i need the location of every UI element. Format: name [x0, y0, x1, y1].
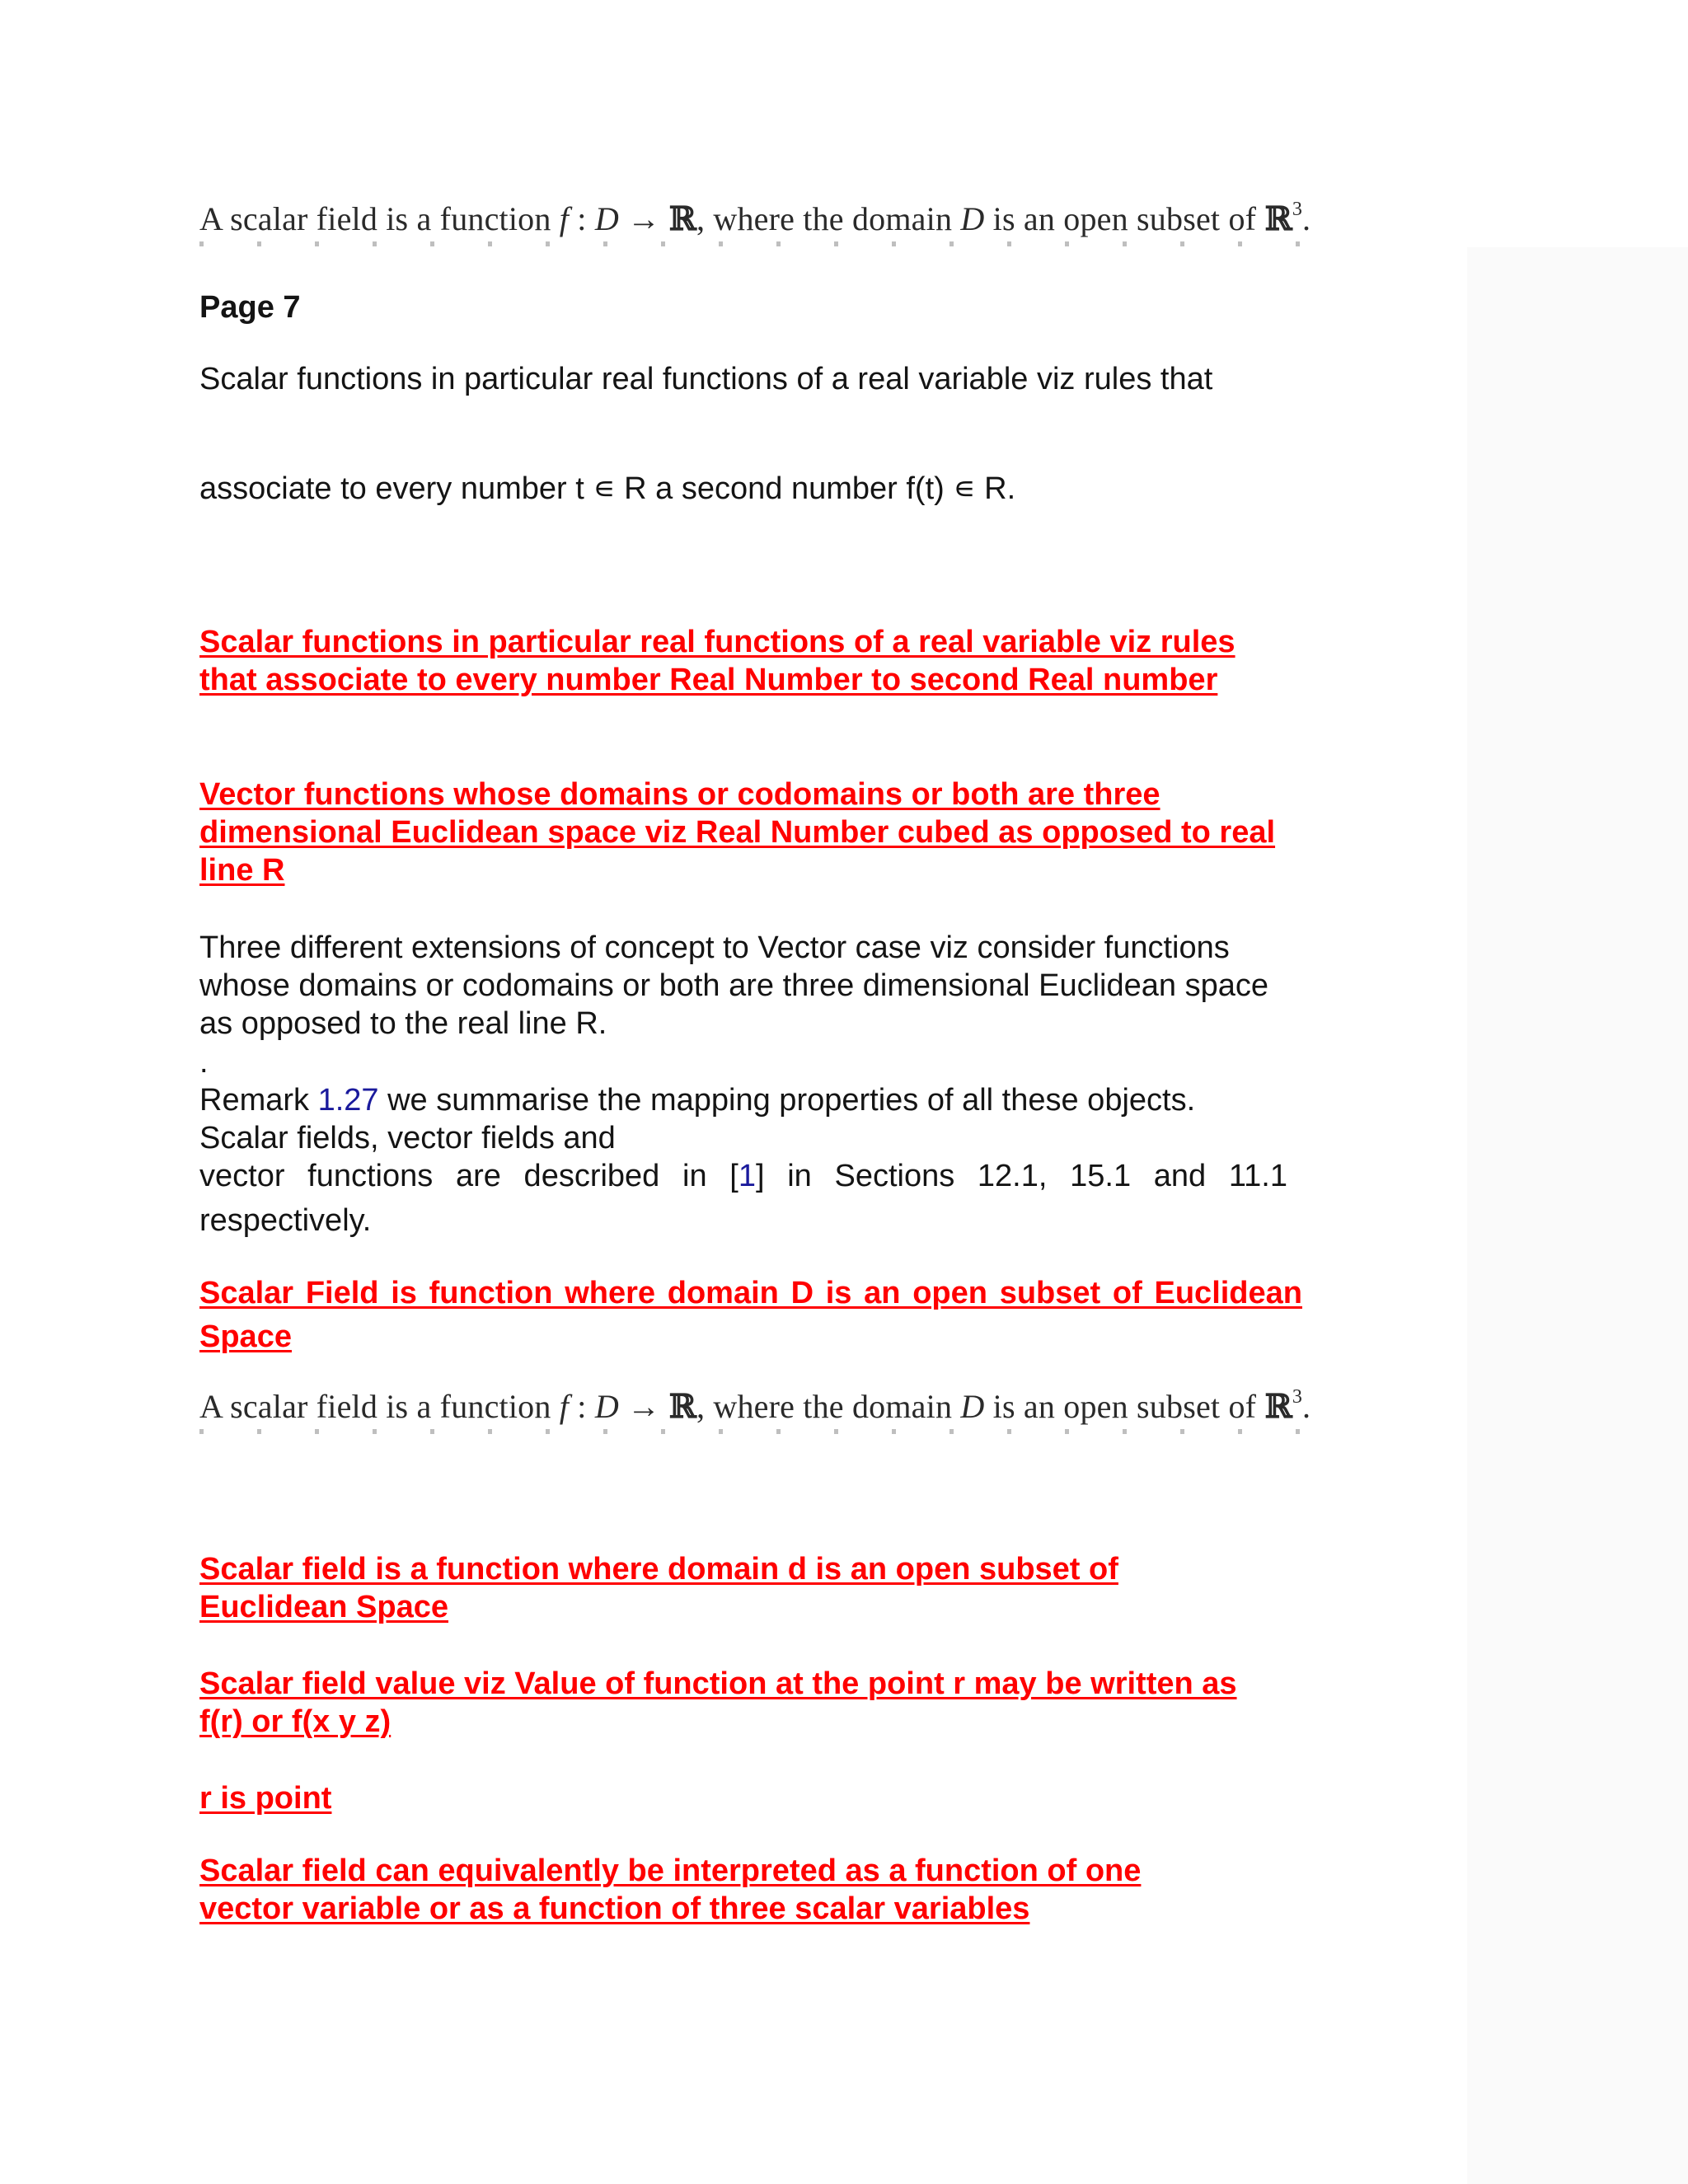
respectively-line: respectively.	[199, 1203, 372, 1238]
scalar-field-definition-image-2: A scalar field is a function f : D → ℝ, where the domain D is an open subset of ℝ$^3$.	[199, 1387, 1311, 1438]
paragraph-three-extensions: Three different extensions of concept to Vector case viz consider functions whose domains or codomains or both are three dimensional Euclidean space as opposed to the real line R.	[199, 930, 1268, 1041]
cropped-line-residue	[199, 1429, 1311, 1434]
vector-functions-line: vector functions are described in [1] in Sections 12.1, 15.1 and 11.1	[199, 1159, 1287, 1193]
remark-link[interactable]: 1.27	[317, 1083, 379, 1118]
red-note-equivalent-interpretation: Scalar field can equivalently be interpreted as a function of one vector variable or as a function of three scalar variables	[199, 1854, 1142, 1926]
page-heading: Page 7	[199, 290, 301, 325]
red-note-scalar-field-euclidean: Scalar Field is function where domain D is an open subset of Euclidean Space	[199, 1276, 1302, 1354]
red-note-scalar-field-domain: Scalar field is a function where domain d is an open subset of Euclidean Space	[199, 1552, 1118, 1624]
paragraph-scalar-functions-line-2: associate to every number t ∊ R a second number f(t) ∊ R.	[199, 471, 1016, 506]
cropped-line-residue	[199, 241, 1311, 246]
remark-line: Remark 1.27 we summarise the mapping properties of all these objects.	[199, 1083, 1196, 1118]
stray-dot: .	[199, 1045, 209, 1080]
red-note-r-is-point: r is point	[199, 1781, 332, 1816]
paragraph-scalar-functions-line-1: Scalar functions in particular real functions of a real variable viz rules that	[199, 362, 1213, 396]
red-note-vector-functions: Vector functions whose domains or codomains or both are three dimensional Euclidean space viz Real Number cubed as opposed to real line R	[199, 777, 1276, 888]
scalar-field-definition-image-1: A scalar field is a function f : D → ℝ, where the domain D is an open subset of ℝ$^3$.	[199, 199, 1311, 251]
scan-shade	[1467, 247, 1688, 2184]
reference-link[interactable]: 1	[738, 1159, 756, 1193]
scalar-fields-line: Scalar fields, vector fields and	[199, 1121, 616, 1155]
red-note-scalar-functions: Scalar functions in particular real functions of a real variable viz rules that associate to every number Real Number to second Real number	[199, 625, 1236, 697]
red-note-scalar-field-value: Scalar field value viz Value of function at the point r may be written as f(r) or f(x y z)	[199, 1666, 1237, 1739]
